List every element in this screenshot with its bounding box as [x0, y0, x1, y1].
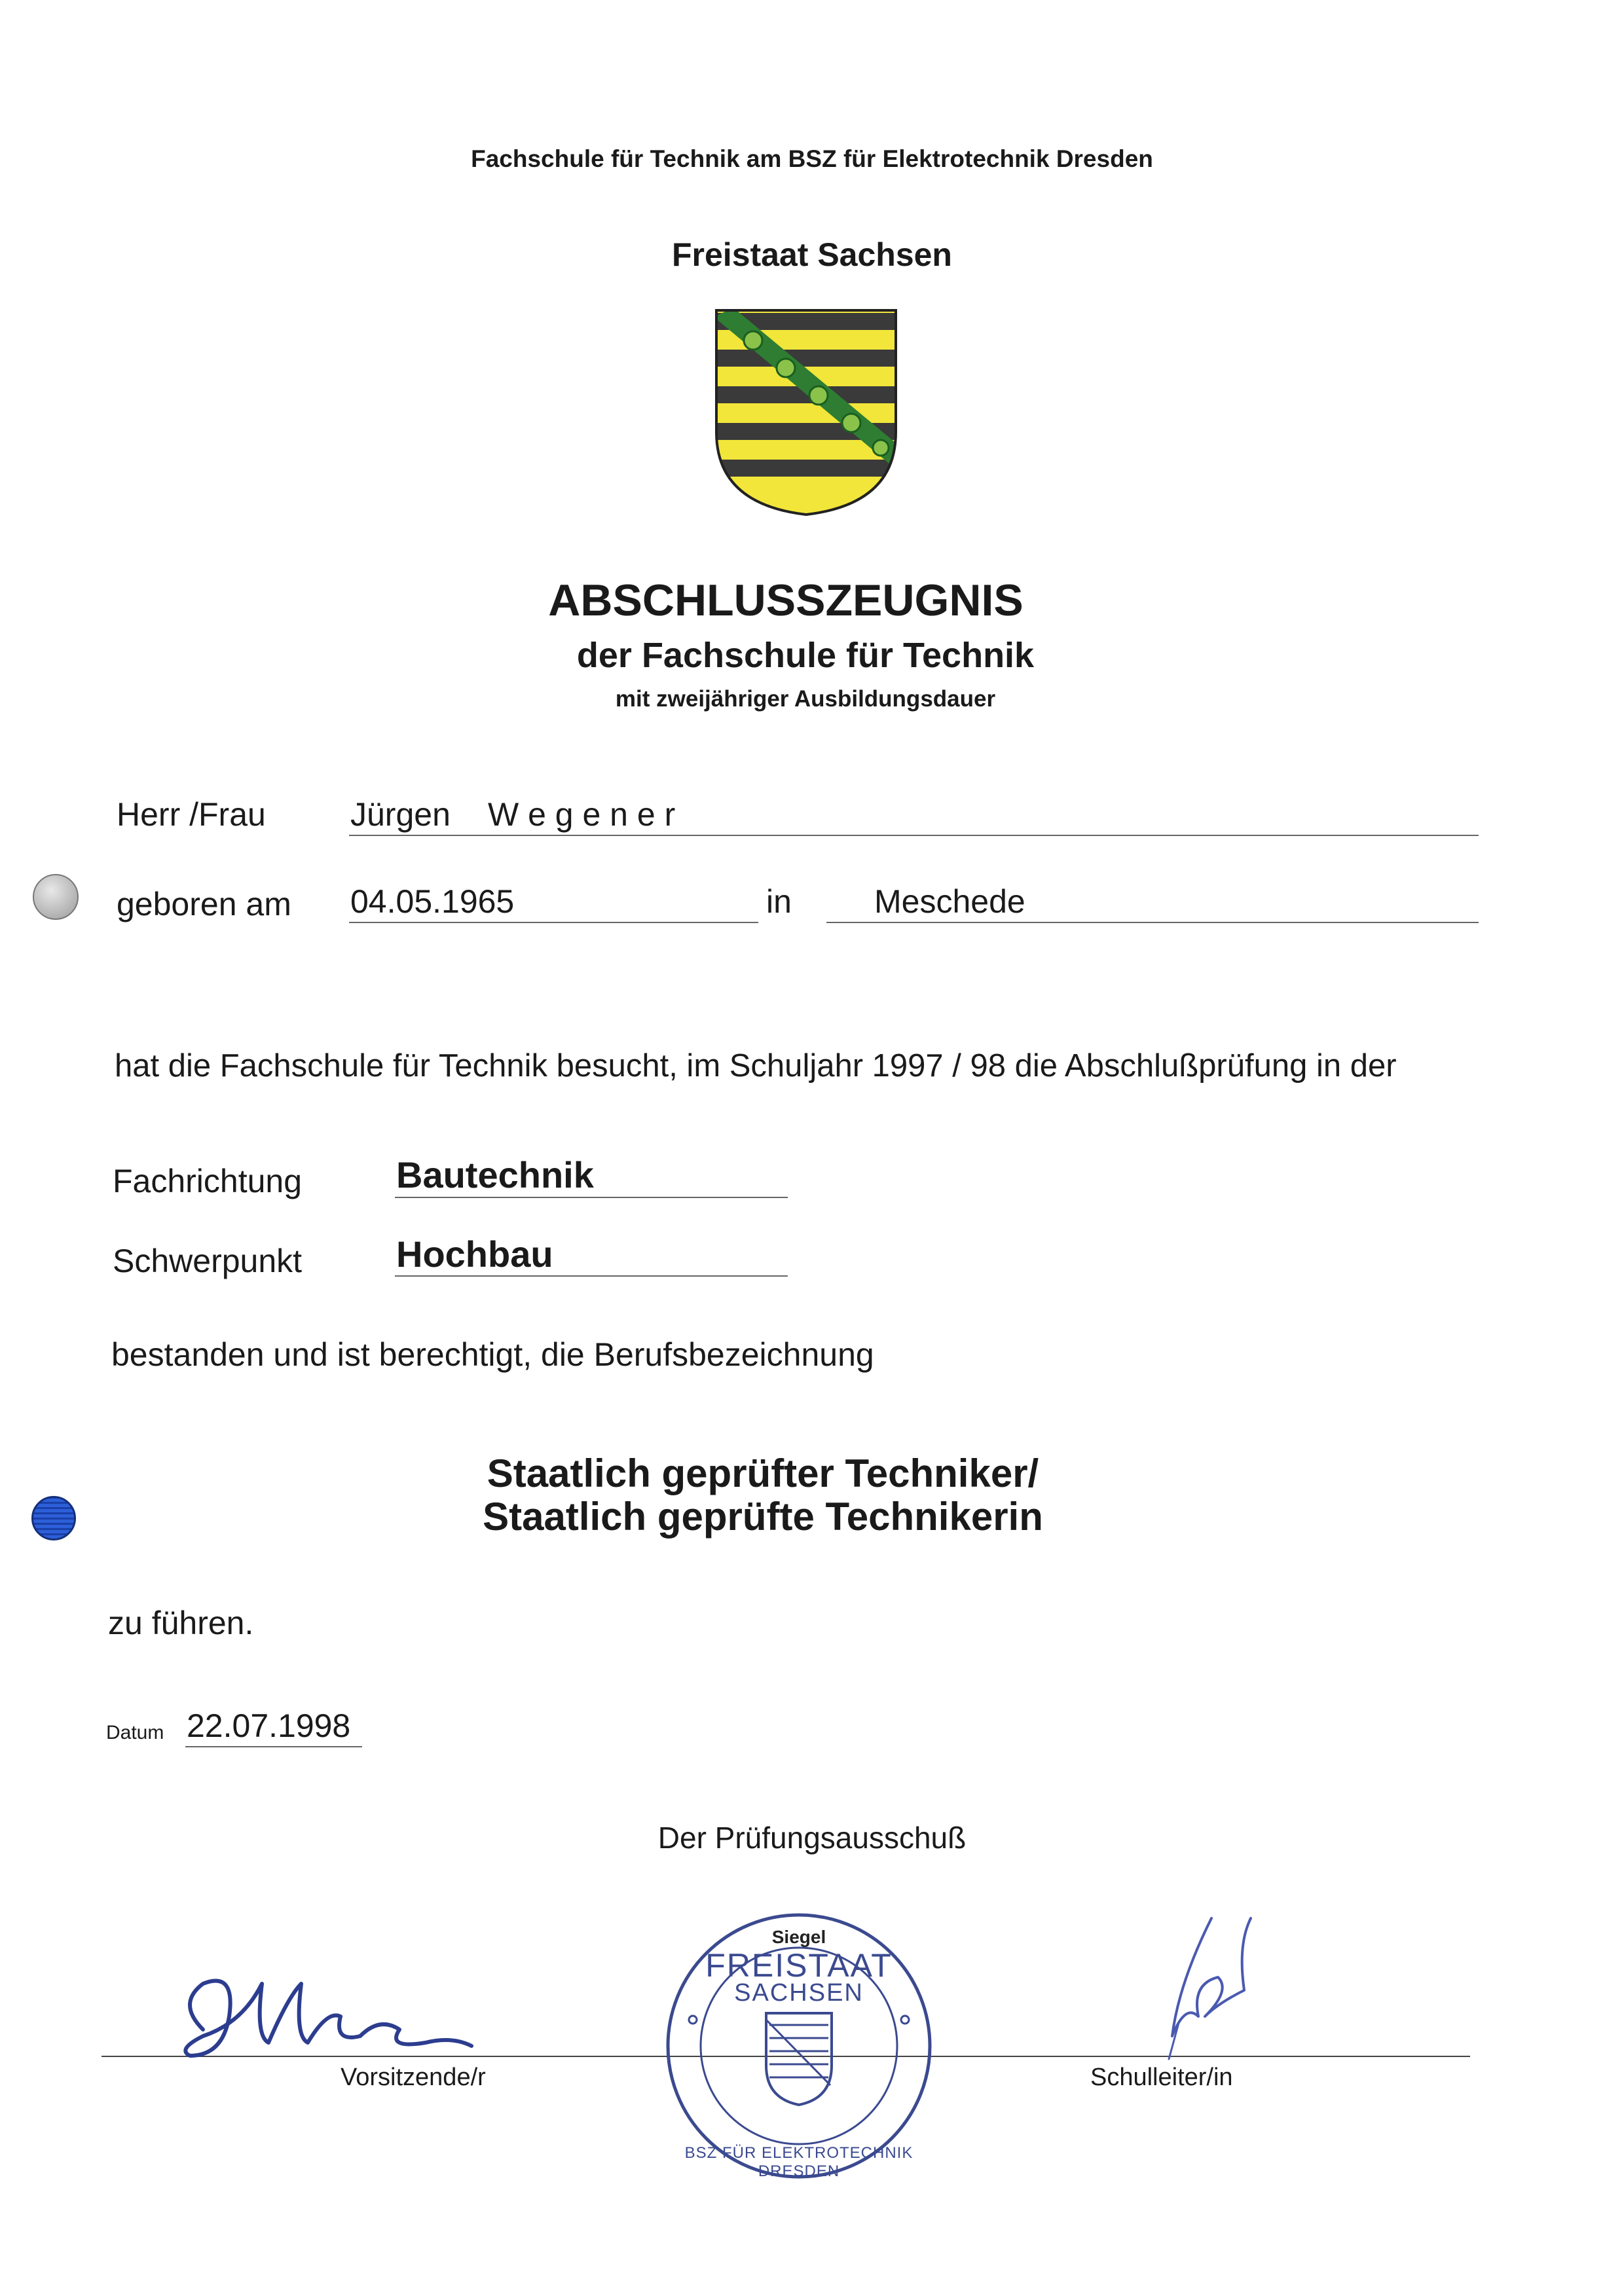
institution-name: Fachschule für Technik am BSZ für Elektrotechnik Dresden — [471, 145, 1153, 172]
date-value: 22.07.1998 — [187, 1707, 351, 1744]
date-underline — [185, 1746, 362, 1747]
chair-label: Vorsitzende/r — [341, 2064, 486, 2091]
birth-place: Meschede — [874, 883, 1025, 920]
seal-label: Siegel — [771, 1927, 826, 1947]
date-label: Datum — [106, 1722, 164, 1743]
lead-text: zu führen. — [108, 1605, 254, 1641]
birth-date-underline — [349, 922, 758, 923]
field-value: Bautechnik — [396, 1154, 594, 1195]
blue-dot-icon — [31, 1496, 76, 1540]
field-underline — [395, 1197, 788, 1198]
professional-title-female: Staatlich geprüfte Technikerin — [483, 1495, 1043, 1539]
seal-top-text-2: SACHSEN — [734, 1979, 864, 2007]
state-name: Freistaat Sachsen — [672, 236, 952, 273]
principal-signature-icon — [1139, 1905, 1270, 2075]
salutation-label: Herr /Frau — [117, 796, 266, 833]
seal-ring-text: BSZ FÜR ELEKTROTECHNIK DRESDEN — [684, 2144, 913, 2180]
name-underline — [349, 835, 1479, 836]
birth-place-underline — [826, 922, 1479, 923]
professional-title-male: Staatlich geprüfter Techniker/ — [487, 1451, 1039, 1495]
focus-label: Schwerpunkt — [113, 1243, 303, 1279]
field-label: Fachrichtung — [113, 1163, 303, 1199]
coat-of-arms-icon — [714, 308, 898, 517]
focus-underline — [395, 1275, 788, 1277]
professional-title — [0, 1452, 1526, 1539]
official-seal — [661, 1908, 936, 2183]
seal-top-text: FREISTAAT — [705, 1947, 893, 1984]
chair-signature-icon — [164, 1958, 478, 2082]
punch-hole-icon — [33, 874, 79, 920]
last-name: W e g e n e r — [488, 796, 676, 833]
principal-label: Schulleiter/in — [1090, 2064, 1233, 2091]
birth-place-label: in — [766, 883, 792, 920]
focus-value: Hochbau — [396, 1233, 553, 1275]
document-title: ABSCHLUSSZEUGNIS — [548, 575, 1024, 625]
document-subtitle: der Fachschule für Technik — [576, 636, 1035, 675]
duration-note: mit zweijähriger Ausbildungsdauer — [615, 686, 996, 712]
committee-heading: Der Prüfungsausschuß — [657, 1821, 967, 1855]
birth-date: 04.05.1965 — [350, 883, 515, 920]
attended-text: hat die Fachschule für Technik besucht, im Schuljahr 1997 / 98 die Abschlußprüfung in der — [115, 1048, 1397, 1084]
first-name: Jürgen — [350, 796, 451, 833]
birth-date-label: geboren am — [117, 886, 291, 922]
passed-text: bestanden und ist berechtigt, die Berufsbezeichnung — [111, 1336, 874, 1373]
